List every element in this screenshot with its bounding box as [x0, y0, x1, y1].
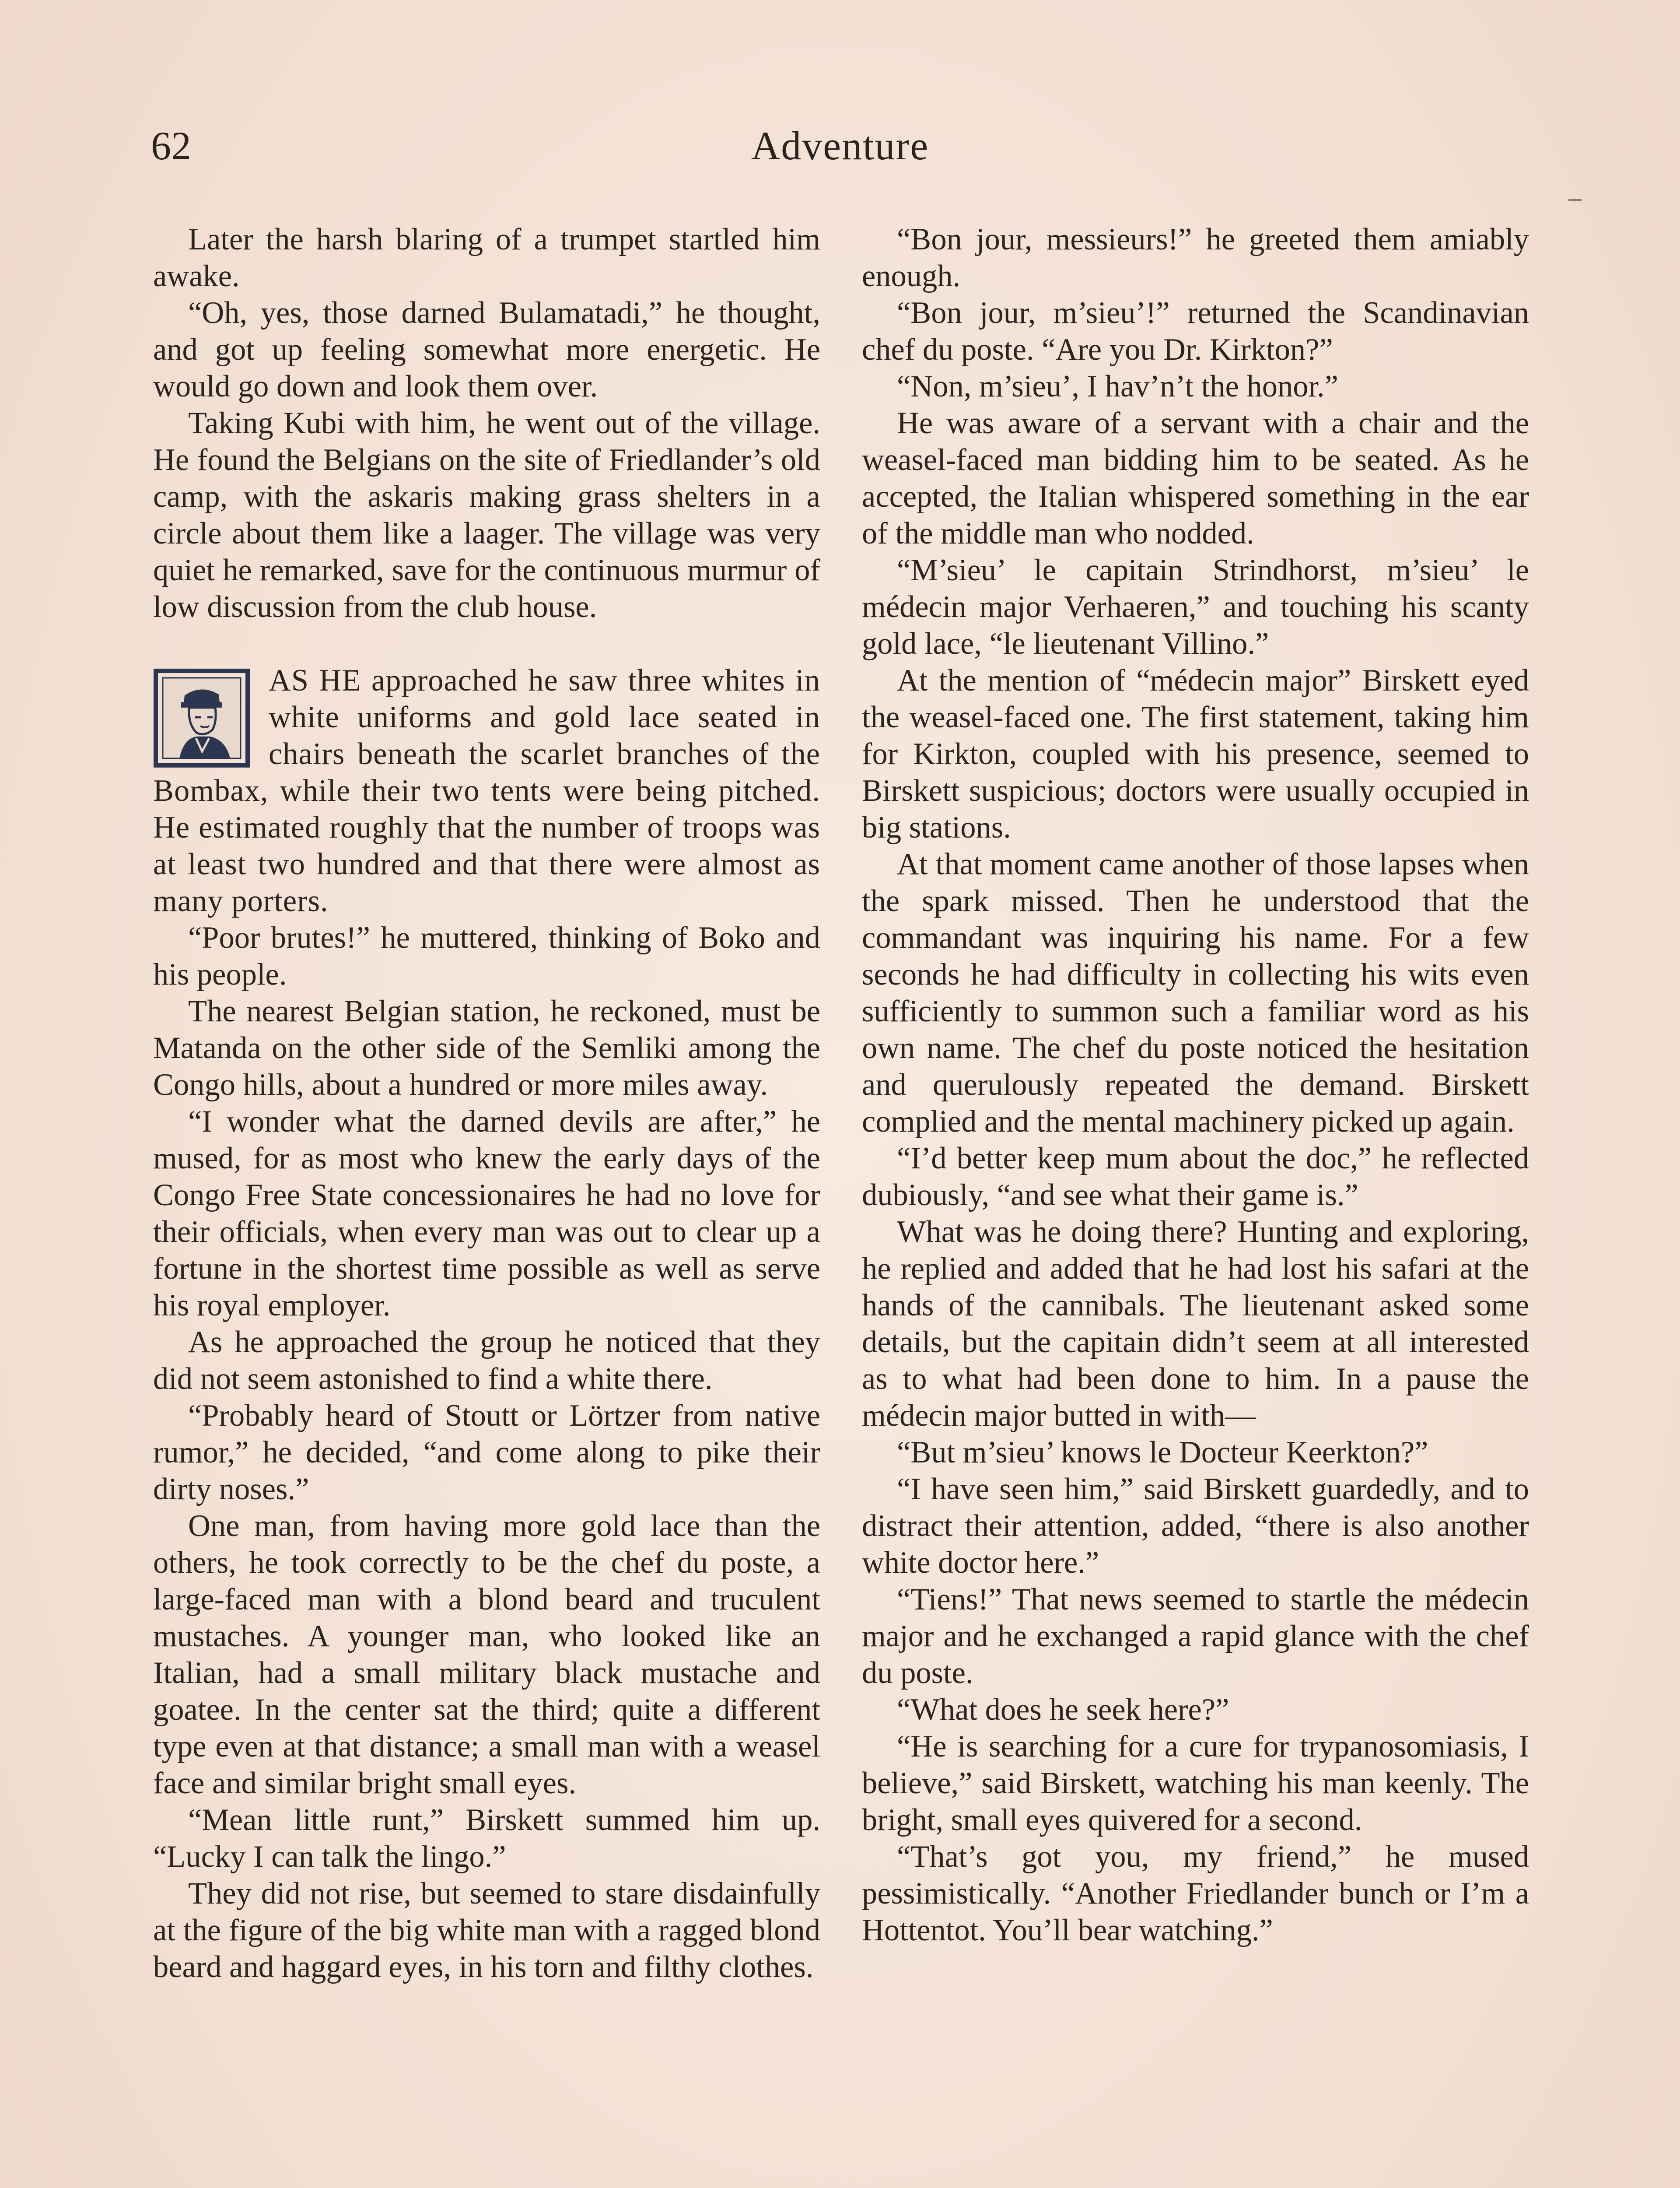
section-text: AS HE approached he saw three whites in white uniforms and gold lace seated in chairs beneath the scarlet branches of the Bombax, while their two tents were being pitched. He estimated roughly that the number of troops was at least two hundred and that there were almost as many porters.: [153, 663, 820, 918]
paragraph: “What does he seek here?”: [897, 1693, 1229, 1727]
paragraph: “Non, m’sieu’, I hav’n’t the honor.”: [897, 369, 1338, 403]
paragraph: “I’d better keep mum about the doc,” he reflected dubiously, “and see what their game is.”: [862, 1141, 1529, 1212]
paragraph: As he approached the group he noticed that they did not seem astonished to find a white there.: [153, 1325, 820, 1396]
paragraph: “I have seen him,” said Birskett guardedly, and to distract their attention, added, “there is also another white doctor here.”: [862, 1472, 1529, 1580]
running-header: [151, 123, 1529, 188]
paragraph: Taking Kubi with him, he went out of the village. He found the Belgians on the site of Friedlander’s old camp, with the askaris making grass shelters in a circle about them like a laager. The village was very quiet he remarked, save for the continuous murmur of low discussion from the club house.: [153, 406, 820, 624]
paragraph: “That’s got you, my friend,” he mused pessimistically. “Another Friedlander bunch or I’m a Hottentot. You’ll bear watching.”: [862, 1840, 1529, 1947]
section-opening-paragraph: [153, 662, 820, 919]
paragraph: At the mention of “médecin major” Birskett eyed the weasel-faced one. The first statement, taking him for Kirkton, coupled with his presence, seemed to Birskett suspicious; doctors were usually occupied in big stations.: [862, 663, 1529, 845]
page-number: 62: [151, 123, 191, 168]
left-column: [153, 221, 820, 1985]
running-title: Adventure: [751, 123, 929, 168]
paragraph: “M’sieu’ le capitain Strindhorst, m’sieu’ le médecin major Verhaeren,” and touching his scanty gold lace, “le lieutenant Villino.”: [862, 553, 1529, 661]
paragraph: “But m’sieu’ knows le Docteur Keerkton?”: [897, 1435, 1428, 1469]
paragraph: “Bon jour, m’sieu’!” returned the Scandinavian chef du poste. “Are you Dr. Kirkton?”: [862, 296, 1529, 367]
paragraph: “Tiens!” That news seemed to startle the médecin major and he exchanged a rapid glance with the chef du poste.: [862, 1582, 1529, 1690]
paragraph: “Probably heard of Stoutt or Lörtzer from native rumor,” he decided, “and come along to pike their dirty noses.”: [153, 1399, 820, 1506]
paragraph: “Bon jour, messieurs!” he greeted them amiably enough.: [862, 222, 1529, 293]
paragraph: “He is searching for a cure for trypanosomiasis, I believe,” said Birskett, watching his man keenly. The bright, small eyes quivered for a second.: [862, 1729, 1529, 1837]
paragraph: He was aware of a servant with a chair and the weasel-faced man bidding him to be seated. As he accepted, the Italian whispered something in the ear of the middle man who nodded.: [862, 406, 1529, 551]
right-column: [862, 221, 1529, 1949]
paragraph: One man, from having more gold lace than the others, he took correctly to be the chef du poste, a large-faced man with a blond beard and truculent mustaches. A younger man, who looked like an Italian, had a small military black mustache and goatee. In the center sat the third; quite a different type even at that distance; a small man with a weasel face and similar bright small eyes.: [153, 1509, 820, 1800]
paragraph: “I wonder what the darned devils are after,” he mused, for as most who knew the early days of the Congo Free State concessionaires he had no love for their officials, when every man was out to clear up a fortune in the shortest time possible as well as serve his royal employer.: [153, 1105, 820, 1322]
paragraph: “Mean little runt,” Birskett summed him up. “Lucky I can talk the lingo.”: [153, 1803, 820, 1874]
paragraph: At that moment came another of those lapses when the spark missed. Then he understood that the commandant was inquiring his name. For a few seconds he had difficulty in collecting his wits even sufficiently to summon such a familiar word as his own name. The chef du poste noticed the hesitation and querulously repeated the demand. Birskett complied and the mental machinery picked up again.: [862, 847, 1529, 1139]
paragraph: The nearest Belgian station, he reckoned, must be Matanda on the other side of the Semliki among the Congo hills, about a hundred or more miles away.: [153, 994, 820, 1102]
paragraph: They did not rise, but seemed to stare disdainfully at the figure of the big white man with a ragged blond beard and haggard eyes, in his torn and filthy clothes.: [153, 1876, 820, 1984]
paragraph: “Poor brutes!” he muttered, thinking of Boko and his people.: [153, 921, 820, 992]
paragraph: Later the harsh blaring of a trumpet startled him awake.: [153, 222, 820, 293]
margin-mark: [1568, 199, 1582, 201]
paragraph: “Oh, yes, those darned Bulamatadi,” he thought, and got up feeling somewhat more energetic. He would go down and look them over.: [153, 296, 820, 403]
paragraph: What was he doing there? Hunting and exploring, he replied and added that he had lost his safari at the hands of the cannibals. The lieutenant asked some details, but the capitain didn’t seem at all interested as to what had been done to him. In a pause the médecin major butted in with—: [862, 1215, 1529, 1433]
soldier-portrait-icon: [153, 668, 250, 768]
